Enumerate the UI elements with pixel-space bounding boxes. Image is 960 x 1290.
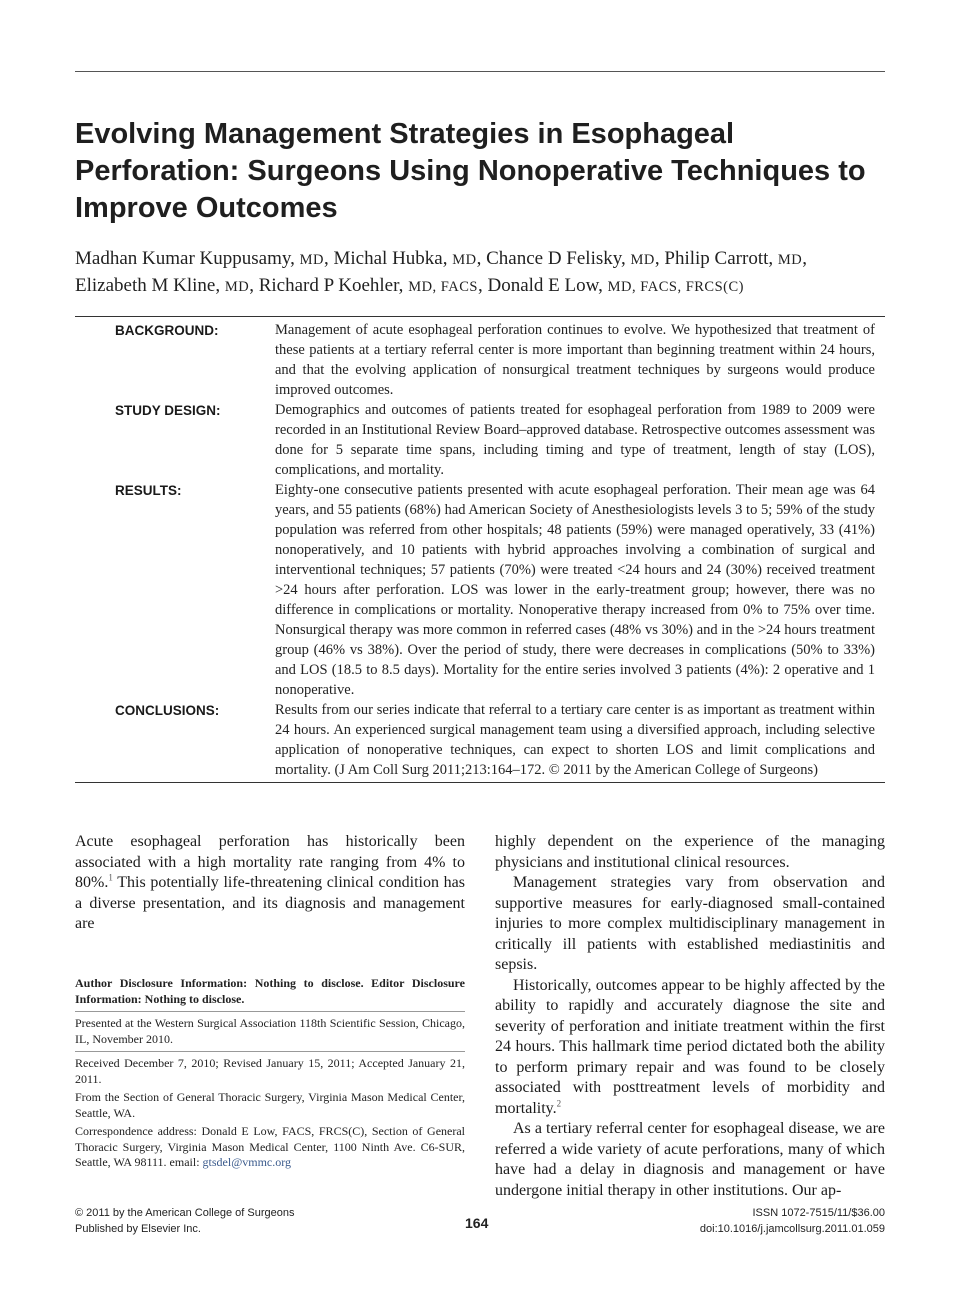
author-degree: MD [630,252,655,268]
abstract-text: Management of acute esophageal perforation continues to evolve. We hypothesized that treatment of these patients at a tertiary referral center is more important than beginning treatment within 24 hours, and that the evolving application of nonsurgical treatment techniques by surgeons would produce improved outcomes. [275,322,875,398]
author-degree: MD [299,252,324,268]
affiliation-note: From the Section of General Thoracic Surgery, Virginia Mason Medical Center, Seattle, WA. [75,1090,465,1120]
abstract-text: Eighty-one consecutive patients presented with acute esophageal perforation. Their mean age was 64 years, and 55 patients (68%) had American Society of Anesthesiologists levels 3 to 5; 59% of the study population was referred from other hospitals; 48 patients (59%) were managed operatively, 33 (41%) nonoperatively, and 10 patients with hybrid approaches involving a combination of surgical and interventional techniques; 57 patients (70%) were treated <24 hours and 24 (30%) received treatment >24 hours after perforation. LOS was lower in the early-treatment group; however, there was no difference in complications or mortality. Nonoperative therapy increased from 0% to 75% over time. Nonsurgical therapy was more common in referred cases (48% vs 30%) and in the >24 hours treatment group (46% vs 38%). Over the period of study, there were decreases in complications (50% to 33%) and LOS (18.5 to 8.5 days). Mortality for the entire series involved 3 patients (4%): 2 operative and 1 nonoperative. [275,482,875,698]
author-degree: MD [224,279,250,295]
disclosure-statement: Author Disclosure Information: Nothing to disclose. Editor Disclosure Information: Nothing to disclose. [75,976,465,1006]
author-list [75,246,885,300]
abstract-box [75,316,885,783]
page-number: 164 [465,1215,489,1231]
abstract-text: Demographics and outcomes of patients treated for esophageal perforation from 1989 to 2009 were recorded in an Institutional Review Board–approved database. Retrospective outcomes assessment was done for 5 separate time spans, including timing and type of treatment, length of stay (LOS), complications, and mortality. [275,402,875,478]
body-column-right [495,832,885,1201]
body-column-left [75,832,465,935]
abstract-label: RESULTS: [115,483,182,498]
reference-link[interactable]: 2 [556,1098,562,1109]
author-degree: MD [452,252,477,268]
abstract-label: STUDY DESIGN: [115,403,221,418]
author-name: Elizabeth M Kline, [75,275,225,296]
issn-line: ISSN 1072-7515/11/$36.00 [752,1207,885,1219]
copyright-line: © 2011 by the American College of Surgeons [75,1207,295,1219]
footnote-divider [75,1011,465,1012]
author-name: , Chance D Felisky, [476,248,631,269]
disclosure-footnotes [75,976,465,1174]
body-paragraph: Historically, outcomes appear to be highly affected by the ability to rapidly and accurately diagnose the site and severity of perforation and initiate treatment within the first 24 hours. This hallmark time period dictated both the ability to perform primary repair and was found to be closely associated with posttreatment levels of morbidity and mortality.$^2$ [495,976,885,1117]
body-paragraph: highly dependent on the experience of the managing physicians and institutional clinical resources. [495,833,885,871]
author-degree: MD, FACS [408,279,478,295]
body-paragraph: Management strategies vary from observation and supportive measures for early-diagnosed small-contained injuries to more complex multidisciplinary management in critically ill patients with established mediastinitis and sepsis. [495,874,885,973]
author-name: , Philip Carrott, [654,248,778,269]
author-separator: , [802,248,808,269]
email-link[interactable]: gtsdel@vmmc.org [202,1155,292,1169]
body-paragraph: Acute esophageal perforation has historically been associated with a high mortality rate ranging from 4% to 80%.$^1$ This potentially life-threatening clinical condition has a diverse presentation, and its diagnosis and management are [75,833,465,932]
publisher-line: Published by Elsevier Inc. [75,1223,201,1235]
abstract-results [75,480,885,700]
author-name: , Richard P Koehler, [249,275,409,296]
author-line-1 [75,246,885,273]
article-title: Evolving Management Strategies in Esophageal Perforation: Surgeons Using Nonoperative Techniques to Improve Outcomes [75,118,866,224]
author-name: , Michal Hubka, [324,248,453,269]
footer-right [700,1205,885,1237]
author-line-2 [75,273,885,300]
presentation-note: Presented at the Western Surgical Association 118th Scientific Session, Chicago, IL, November 2010. [75,1016,465,1046]
author-name: Madhan Kumar Kuppusamy, [75,248,300,269]
abstract-study-design [75,400,885,480]
author-name: , Donald E Low, [478,275,608,296]
author-degree: MD, FACS, FRCS(C) [607,279,744,295]
abstract-conclusions [75,700,885,780]
abstract-background [75,320,885,400]
body-paragraph: As a tertiary referral center for esophageal disease, we are referred a wide variety of acute perforations, many of which have had a delay in diagnosis and management or have undergone initial therapy in other institutions. Our ap- [495,1120,885,1199]
abstract-text: Results from our series indicate that referral to a tertiary care center is as important as treatment within 24 hours. An experienced surgical management team using a diversified approach, including selective application of nonoperative techniques, can expect to shorten LOS and limit complications and mortality. (J Am Coll Surg 2011;213:164–172. © 2011 by the American College of Surgeons) [275,702,875,778]
doi-link[interactable]: doi:10.1016/j.jamcollsurg.2011.01.059 [699,1223,885,1235]
footnote-divider [75,1051,465,1052]
header-rule [75,71,885,72]
abstract-label: BACKGROUND: [115,323,219,338]
author-degree: MD [777,252,803,268]
received-dates: Received December 7, 2010; Revised January 15, 2011; Accepted January 21, 2011. [75,1056,465,1086]
abstract-label: CONCLUSIONS: [115,703,220,718]
footer-left [75,1205,294,1237]
correspondence-address: Correspondence address: Donald E Low, FACS, FRCS(C), Section of General Thoracic Surgery, Virginia Mason Medical Center, 1100 Ninth Ave. C6-SUR, Seattle, WA 98111. email: gtsdel@vmmc.org [75,1124,465,1169]
reference-link[interactable]: 1 [108,872,113,883]
